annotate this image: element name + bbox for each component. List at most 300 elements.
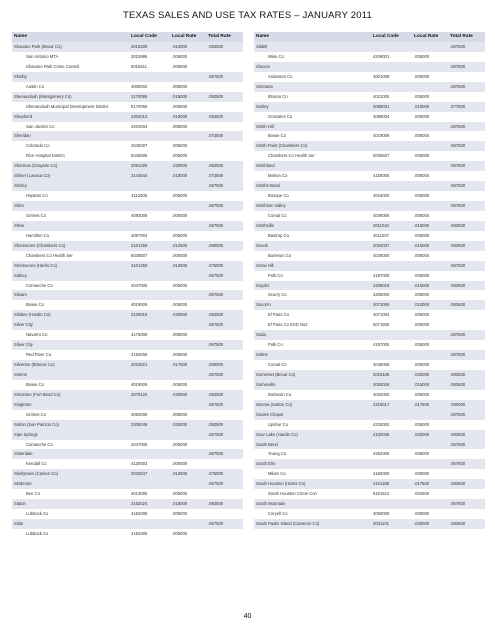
cell-local-rate: .005000 [172, 411, 188, 417]
cell-local-rate [172, 221, 208, 231]
cell-total-rate: .082500 [208, 391, 224, 397]
table-row [12, 459, 243, 469]
table-row [12, 221, 243, 231]
cell-local-rate [414, 440, 450, 450]
cell-name: Shiner (Lavaca Co) [14, 173, 51, 179]
cell-name: San Antonio MTA [26, 53, 59, 59]
cell-total-rate: .067500 [450, 203, 466, 208]
cell-name: Scurry Co [268, 292, 287, 298]
cell-name: Shepherd [14, 113, 33, 119]
cell-total-rate: .077500 [450, 103, 466, 109]
cell-local-code: 4071004 [373, 312, 390, 318]
cell-local-rate [172, 271, 208, 281]
cell-total-rate [208, 509, 243, 519]
cell-local-rate: .017500 [414, 401, 430, 407]
cell-total-rate: .067500 [208, 272, 224, 278]
cell-local-code [131, 72, 172, 82]
cell-total-rate: .067500 [208, 203, 224, 208]
cell-local-rate: .002500 [414, 491, 430, 497]
cell-name: Shenandoah (Montgomery Co) [14, 93, 72, 99]
cell-local-rate: .015000 [172, 113, 188, 119]
cell-name: Sisterdale [14, 451, 33, 457]
table-row [254, 350, 485, 360]
cell-name: Sheridan [14, 133, 31, 139]
cell-local-code: 4045007 [131, 143, 148, 149]
cell-name: Polk Co [268, 342, 283, 348]
cell-name: Shive [14, 222, 25, 228]
cell-local-code [131, 370, 172, 380]
cell-name: Silver City [14, 342, 33, 348]
cell-local-code [373, 82, 414, 92]
table-row [12, 479, 243, 489]
cell-local-rate [172, 320, 208, 330]
cell-local-code [131, 181, 172, 191]
table-row [254, 261, 485, 271]
cell-total-rate: .080000 [208, 362, 224, 367]
cell-total-rate [450, 131, 485, 141]
cell-total-rate: .067500 [450, 83, 466, 89]
cell-local-code [373, 410, 414, 420]
cell-local-rate: .005000 [172, 103, 188, 109]
cell-name: Smithson Valley [256, 203, 286, 208]
table-row [12, 489, 243, 499]
cell-name: Chambers Co Health Ser [26, 252, 73, 258]
cell-name: Slidell [256, 44, 268, 49]
cell-total-rate [208, 440, 243, 450]
table-row [254, 281, 485, 291]
cell-total-rate: .082500 [450, 521, 466, 526]
cell-name: Sour Lake (Hardin Co) [256, 431, 298, 437]
cell-local-code: 4204004 [131, 123, 148, 129]
cell-local-rate: .010000 [414, 103, 430, 109]
cell-local-rate [414, 261, 450, 271]
cell-total-rate [208, 82, 243, 92]
header-local-code: Local Code [131, 34, 157, 39]
cell-name: South Mountain [256, 501, 286, 507]
cell-name: Smetana [256, 83, 273, 89]
cell-local-code [373, 62, 414, 72]
cell-local-rate: .015000 [414, 222, 430, 228]
cell-total-rate: .067500 [208, 292, 224, 298]
cell-name: Young Co [268, 451, 287, 457]
cell-name: Bowie Co [26, 302, 44, 308]
cell-name: Smiley [256, 103, 269, 109]
cell-name: Shoreacres (Chambers Co) [14, 242, 66, 248]
cell-total-rate: .082500 [208, 44, 224, 49]
cell-local-rate: .005000 [414, 511, 430, 517]
cell-total-rate: .067500 [450, 163, 466, 169]
cell-local-code: 5170065 [131, 103, 148, 109]
cell-name: Shelby [14, 73, 27, 79]
table-row [12, 161, 243, 171]
table-row [12, 261, 243, 271]
table-row [254, 141, 485, 151]
cell-total-rate: .080000 [450, 401, 466, 407]
cell-local-rate: .005000 [172, 53, 188, 59]
cell-local-rate: .005000 [414, 471, 430, 477]
table-row [254, 151, 485, 161]
cell-total-rate [450, 92, 485, 102]
cell-local-code [373, 141, 414, 151]
cell-name: Comanche Co [26, 282, 53, 288]
cell-name: Smiths Bend [256, 183, 280, 189]
cell-name: Soda [256, 332, 266, 338]
table-row [254, 231, 485, 241]
cell-local-code [131, 320, 172, 330]
table-row [12, 330, 243, 340]
cell-name: Singleton [14, 401, 32, 407]
cell-total-rate: .067500 [450, 501, 466, 507]
cell-local-code [131, 340, 172, 350]
table-row [254, 479, 485, 489]
cell-total-rate: .067500 [450, 332, 466, 338]
table-row [254, 82, 485, 92]
cell-local-rate [414, 141, 450, 151]
cell-local-rate: .012500 [172, 262, 188, 268]
cell-total-rate [208, 231, 243, 241]
cell-local-code: 2205049 [131, 421, 148, 427]
cell-total-rate [450, 420, 485, 430]
cell-name: Navarro Co [26, 332, 48, 338]
cell-total-rate [208, 281, 243, 291]
cell-name: Shirley [14, 183, 27, 189]
table-row [12, 131, 243, 141]
cell-name: San Jacinto Co [26, 123, 55, 129]
cell-local-code: 4152006 [131, 530, 148, 536]
cell-local-code: 4026000 [373, 252, 390, 258]
cell-local-rate [414, 181, 450, 191]
cell-local-code: 2015105 [373, 371, 390, 377]
cell-name: Somerville [256, 381, 276, 387]
cell-local-code: 4230002 [373, 421, 390, 427]
cell-local-rate [414, 122, 450, 132]
table-row [12, 400, 243, 410]
cell-local-code: 2100036 [373, 431, 390, 437]
cell-total-rate: .067500 [208, 322, 224, 328]
cell-total-rate [450, 271, 485, 281]
header-total-rate: Total Rate [208, 34, 231, 39]
cell-local-rate: .005000 [172, 232, 188, 238]
cell-total-rate: .067500 [450, 352, 466, 358]
cell-local-rate: .005000 [414, 53, 430, 59]
table-row [254, 62, 485, 72]
cell-name: Sipe Springs [14, 431, 38, 437]
cell-total-rate [208, 330, 243, 340]
cell-local-code: 2089031 [373, 103, 390, 109]
cell-name: Sinton (San Patricio Co) [14, 421, 59, 427]
cell-total-rate: .082500 [450, 371, 466, 377]
cell-name: Sonora (Sutton Co) [256, 401, 293, 407]
cell-total-rate: .067500 [450, 461, 466, 467]
cell-name: Lubbock Co [26, 530, 49, 536]
cell-local-rate: .005000 [414, 93, 430, 99]
cell-total-rate [208, 459, 243, 469]
table-row [12, 370, 243, 380]
cell-total-rate: .072500 [208, 133, 224, 139]
cell-total-rate [208, 52, 243, 62]
cell-local-code: 4011007 [373, 232, 389, 238]
cell-total-rate [450, 360, 485, 370]
cell-local-code: 2011034 [373, 222, 389, 228]
cell-total-rate [450, 390, 485, 400]
table-row [254, 191, 485, 201]
cell-total-rate: .067500 [450, 44, 466, 49]
cell-local-rate [172, 479, 208, 489]
cell-local-code: 4175009 [131, 332, 148, 338]
table-header [254, 32, 485, 42]
cell-local-rate: .005000 [172, 63, 188, 69]
cell-local-rate: .012500 [172, 471, 188, 477]
table-row [12, 300, 243, 310]
cell-local-code: 4050009 [373, 511, 390, 517]
cell-total-rate: .082500 [208, 312, 224, 318]
cell-local-rate: .005000 [172, 193, 188, 199]
table-row [254, 271, 485, 281]
cell-name: Colorado Co [26, 143, 50, 149]
cell-name: Wise Co [268, 53, 284, 59]
cell-local-code [373, 42, 414, 52]
cell-local-rate: .005000 [414, 212, 430, 218]
table-row [12, 469, 243, 479]
cell-local-rate: .005000 [172, 461, 188, 467]
cell-total-rate: .067500 [450, 143, 466, 149]
cell-total-rate [450, 310, 485, 320]
cell-local-rate: .005000 [414, 342, 430, 348]
table-row [12, 231, 243, 241]
cell-name: Slocum [256, 63, 270, 69]
cell-local-rate: .005000 [414, 232, 430, 238]
cell-name: Burleson Co [268, 391, 292, 397]
cell-name: Simonton (Fort Bend Co) [14, 391, 61, 397]
table-row [12, 72, 243, 82]
cell-local-rate: .005000 [172, 302, 188, 308]
page-number: 40 [243, 613, 252, 620]
cell-local-rate: .005000 [414, 292, 430, 298]
table-row [254, 112, 485, 122]
cell-total-rate: .072500 [208, 173, 224, 179]
cell-local-code [373, 440, 414, 450]
cell-total-rate [208, 151, 243, 161]
table-row [12, 509, 243, 519]
cell-total-rate [208, 211, 243, 221]
cell-total-rate: .067500 [450, 262, 466, 268]
cell-total-rate: .067500 [208, 401, 224, 407]
cell-local-rate: .005000 [414, 153, 430, 159]
cell-local-rate: .005000 [414, 73, 430, 79]
cell-local-rate: .020000 [414, 371, 430, 377]
table-row [254, 201, 485, 211]
cell-local-code [131, 519, 172, 529]
cell-total-rate: .082500 [208, 421, 224, 427]
table-row [12, 320, 243, 330]
cell-local-rate [172, 449, 208, 459]
table-row [12, 380, 243, 390]
cell-local-rate: .005000 [414, 173, 430, 179]
table-row [12, 310, 243, 320]
cell-local-code [373, 161, 414, 171]
cell-total-rate [450, 509, 485, 519]
cell-local-rate: .010000 [414, 302, 430, 308]
cell-local-rate: .005000 [414, 272, 430, 278]
cell-local-rate: .005000 [414, 421, 430, 427]
cell-total-rate: .082500 [450, 431, 466, 437]
cell-local-rate: .005000 [414, 113, 430, 119]
cell-local-code [373, 330, 414, 340]
cell-name: Snyder [256, 282, 270, 288]
cell-local-code [131, 221, 172, 231]
cell-name: El Paso Co [268, 312, 289, 318]
cell-name: Somerset (Bexar Co) [256, 371, 296, 377]
table-row [12, 271, 243, 281]
cell-local-rate [172, 370, 208, 380]
table-row [12, 151, 243, 161]
cell-local-code: 4008002 [131, 83, 148, 89]
cell-local-rate [172, 181, 208, 191]
cell-local-rate: .020000 [172, 312, 188, 318]
cell-total-rate: .067500 [450, 123, 466, 129]
cell-name: Smithland [256, 163, 275, 169]
cell-name: Kendall Co [26, 461, 47, 467]
cell-local-code: 4249001 [373, 53, 390, 59]
cell-local-rate: .005000 [172, 332, 188, 338]
cell-local-rate: .012500 [172, 242, 188, 248]
cell-local-rate: .005000 [172, 530, 188, 536]
cell-local-code: 2101259 [131, 242, 148, 248]
cell-total-rate [208, 62, 243, 72]
cell-name: Snow Hill [256, 262, 274, 268]
cell-total-rate: .082500 [450, 481, 466, 487]
cell-local-code: 4187005 [373, 342, 390, 348]
cell-local-code: 4194006 [131, 352, 148, 358]
cell-total-rate: .082500 [450, 282, 466, 288]
cell-name: Silverton (Briscoe Co) [14, 362, 55, 367]
cell-total-rate: .082500 [450, 302, 466, 308]
cell-local-code [373, 350, 414, 360]
cell-name: Slide [14, 521, 24, 526]
cell-total-rate [208, 102, 243, 112]
cell-local-code [131, 400, 172, 410]
cell-total-rate [450, 191, 485, 201]
cell-total-rate [208, 141, 243, 151]
cell-name: Polk Co [268, 272, 283, 278]
cell-total-rate: .067500 [208, 222, 224, 228]
cell-total-rate: .082500 [450, 381, 466, 387]
page-title: TEXAS SALES AND USE TAX RATES – JANUARY 2011 [122, 10, 373, 21]
table-row [254, 221, 485, 231]
table-row [254, 459, 485, 469]
table-row [254, 211, 485, 221]
cell-local-rate: .005000 [414, 391, 430, 397]
cell-local-rate: .017500 [172, 362, 188, 367]
cell-name: Shoreacres (Harris Co) [14, 262, 58, 268]
cell-local-code: 4166000 [373, 471, 390, 477]
table-row [254, 499, 485, 509]
cell-local-code: 2218017 [373, 401, 390, 407]
table-row [254, 390, 485, 400]
cell-name: Lubbock Co [26, 511, 49, 517]
cell-total-rate: .080000 [208, 242, 224, 248]
cell-total-rate [450, 489, 485, 499]
table-row [12, 52, 243, 62]
cell-local-rate: .015000 [172, 501, 188, 507]
cell-local-code: 2026028 [373, 381, 390, 387]
header-local-rate: Local Rate [172, 34, 197, 39]
cell-total-rate: .067500 [208, 431, 224, 437]
cell-local-rate [172, 340, 208, 350]
cell-total-rate [450, 449, 485, 459]
table-row [254, 251, 485, 261]
table-row [12, 410, 243, 420]
cell-local-code: 2204013 [131, 113, 148, 119]
cell-name: Bee Co [26, 491, 40, 497]
cell-local-code: 4019009 [373, 133, 390, 139]
cell-total-rate: .067500 [208, 521, 224, 526]
cell-local-code [131, 290, 172, 300]
cell-local-rate: .005000 [172, 381, 188, 387]
cell-total-rate [208, 489, 243, 499]
cell-local-code: 4046006 [373, 212, 390, 218]
cell-name: Siloam [14, 292, 27, 298]
cell-local-code [131, 479, 172, 489]
cell-name: Smith Point (Chambers Co) [256, 143, 308, 149]
table-row [254, 122, 485, 132]
table-row [12, 420, 243, 430]
cell-name: Brazos Co [268, 93, 288, 99]
cell-total-rate: .067500 [208, 451, 224, 457]
cell-local-rate: .017500 [414, 481, 430, 487]
cell-total-rate: .082500 [208, 93, 224, 99]
cell-local-rate: .005000 [172, 252, 188, 258]
table-row [254, 519, 485, 529]
cell-total-rate: .067500 [208, 371, 224, 377]
cell-local-rate: .005000 [172, 282, 188, 288]
cell-local-code: 4130003 [131, 461, 148, 467]
cell-total-rate [208, 529, 243, 539]
table-body-left [12, 42, 243, 539]
table-row [12, 340, 243, 350]
table-row [12, 449, 243, 459]
table-row [254, 380, 485, 390]
cell-local-rate: .010000 [172, 44, 188, 49]
cell-local-rate: .005000 [414, 322, 430, 328]
table-row [12, 191, 243, 201]
cell-local-rate [172, 201, 208, 211]
table-row [12, 122, 243, 132]
cell-local-code: 2071059 [373, 302, 390, 308]
cell-name: Shiro [14, 203, 24, 208]
cell-local-code [131, 201, 172, 211]
cell-local-rate: .020000 [172, 391, 188, 397]
table-row [254, 181, 485, 191]
cell-local-rate [172, 519, 208, 529]
cell-local-rate: .005000 [172, 123, 188, 129]
cell-total-rate: .082500 [208, 163, 224, 169]
cell-total-rate [208, 380, 243, 390]
cell-local-rate: .005000 [172, 153, 188, 159]
table-row [12, 499, 243, 509]
cell-local-rate: .015000 [172, 93, 188, 99]
table-row [254, 440, 485, 450]
cell-name: Soules Chapel [256, 411, 284, 417]
table-row [254, 360, 485, 370]
cell-name: Austin Co [26, 83, 45, 89]
table-row [12, 251, 243, 261]
table-row [254, 92, 485, 102]
table-body-right [254, 42, 485, 529]
cell-total-rate [450, 72, 485, 82]
cell-local-code [373, 499, 414, 509]
cell-local-code: 2101188 [373, 481, 389, 487]
